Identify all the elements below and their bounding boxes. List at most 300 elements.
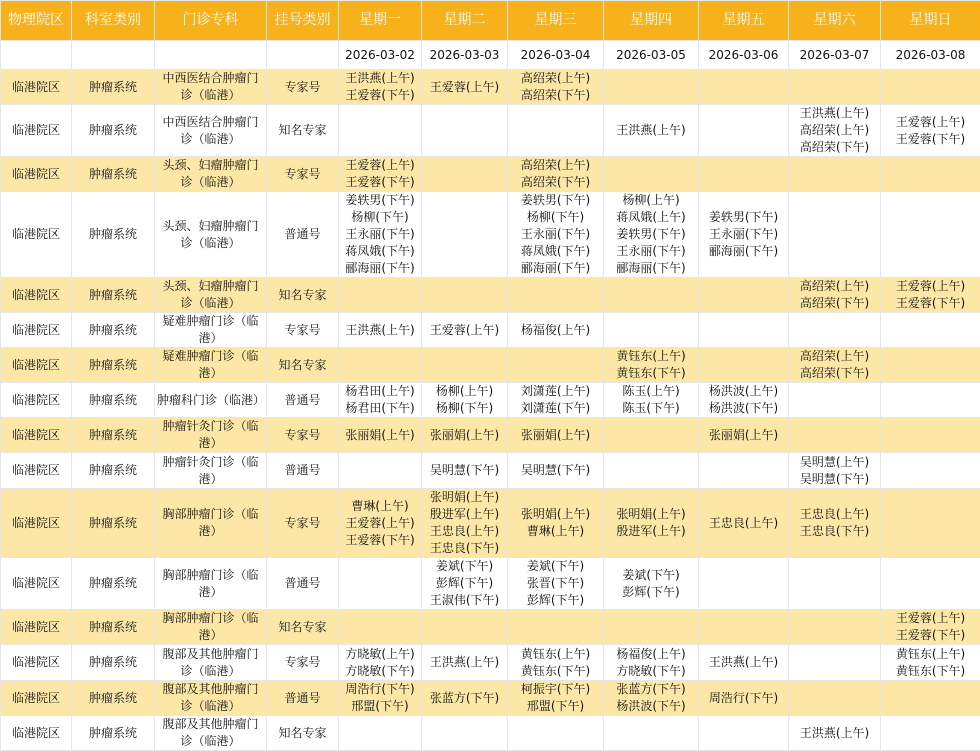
specialty-cell: 中西医结合肿瘤门诊（临港） [155,105,267,157]
doctor-slot: 王爱蓉(下午) [883,627,978,644]
day-cell [508,383,604,418]
registration-type-cell: 普通号 [267,681,339,716]
doctor-slot: 姜斌(下午) [606,567,696,584]
category-cell: 肿瘤系统 [72,105,155,157]
day-cell [422,105,508,157]
specialty-cell: 疑难肿瘤门诊（临港） [155,313,267,348]
doctor-slot: 王永丽(下午) [341,226,419,243]
specialty-cell: 头颈、妇瘤肿瘤门诊（临港） [155,192,267,278]
doctor-slot: 高绍荣(上午) [791,348,878,365]
doctor-slot: 陈玉(下午) [606,400,696,417]
table-row [1,348,980,383]
day-cell [789,278,881,313]
campus-cell: 临港院区 [1,645,72,681]
registration-type-cell: 知名专家 [267,348,339,383]
table-row [1,313,980,348]
header-thursday: 星期四 [604,1,699,41]
doctor-slot: 邢盟(下午) [341,698,419,715]
doctor-slot: 王永丽(下午) [606,243,696,260]
day-cell [339,681,422,716]
doctor-slot: 陈玉(上午) [606,383,696,400]
day-cell [604,418,699,453]
specialty-cell: 肿瘤科门诊（临港） [155,383,267,418]
day-cell [339,489,422,558]
doctor-slot: 杨柳(上午) [424,383,505,400]
doctor-slot: 黄钰东(上午) [606,348,696,365]
doctor-slot: 张蓝方(下午) [424,690,505,707]
doctor-slot: 周浩行(下午) [701,690,786,707]
category-cell: 肿瘤系统 [72,70,155,105]
day-cell [604,681,699,716]
day-cell [422,645,508,681]
table-row [1,383,980,418]
doctor-slot: 张丽娟(上午) [701,427,786,444]
day-cell [789,157,881,192]
doctor-slot: 姜轶男(下午) [341,192,419,209]
registration-type-cell: 专家号 [267,645,339,681]
doctor-slot: 杨福俊(上午) [606,646,696,663]
doctor-slot: 黄钰东(下午) [510,663,601,680]
day-cell [881,383,980,418]
doctor-slot: 王爱蓉(下午) [341,532,419,549]
header-tuesday: 星期二 [422,1,508,41]
campus-cell: 临港院区 [1,453,72,489]
category-cell: 肿瘤系统 [72,157,155,192]
day-cell [339,418,422,453]
campus-cell: 临港院区 [1,313,72,348]
doctor-slot: 王洪燕(上午) [341,322,419,339]
doctor-slot: 王爱蓉(上午) [883,114,978,131]
doctor-slot: 王淑伟(下午) [424,592,505,609]
doctor-slot: 张丽娟(上午) [510,427,601,444]
day-cell [422,348,508,383]
doctor-slot: 杨洪波(下午) [701,400,786,417]
day-cell [508,418,604,453]
day-cell [881,681,980,716]
day-cell [422,610,508,645]
doctor-slot: 彭辉(下午) [510,592,601,609]
doctor-slot: 王忠良(上午) [701,515,786,532]
day-cell [508,157,604,192]
campus-cell: 临港院区 [1,348,72,383]
doctor-slot: 姜轶男(下午) [701,209,786,226]
campus-cell: 临港院区 [1,70,72,105]
day-cell [604,610,699,645]
day-cell [699,105,789,157]
day-cell [604,278,699,313]
doctor-slot: 张丽娟(上午) [341,427,419,444]
doctor-slot: 王洪燕(上午) [606,122,696,139]
specialty-cell: 中西医结合肿瘤门诊（临港） [155,70,267,105]
doctor-slot: 王忠良(上午) [424,523,505,540]
doctor-slot: 王爱蓉(上午) [341,157,419,174]
day-cell [339,645,422,681]
day-cell [422,558,508,610]
doctor-slot: 杨洪波(下午) [606,698,696,715]
doctor-slot: 蒋凤娥(上午) [606,209,696,226]
table-row [1,610,980,645]
table-row [1,70,980,105]
table-row [1,157,980,192]
doctor-slot: 吴明慧(下午) [424,462,505,479]
day-cell [604,489,699,558]
day-cell [789,453,881,489]
day-cell [339,192,422,278]
table-row [1,453,980,489]
day-cell [339,348,422,383]
registration-type-cell: 专家号 [267,70,339,105]
specialty-cell: 头颈、妇瘤肿瘤门诊（临港） [155,157,267,192]
day-cell [604,348,699,383]
doctor-slot: 高绍荣(下午) [510,87,601,104]
doctor-slot: 黄钰东(下午) [606,365,696,382]
doctor-slot: 刘潇莲(上午) [510,383,601,400]
day-cell [604,716,699,751]
header-registration-type: 挂号类别 [267,1,339,41]
header-sunday: 星期日 [881,1,980,41]
category-cell: 肿瘤系统 [72,645,155,681]
registration-type-cell: 普通号 [267,383,339,418]
day-cell [604,157,699,192]
doctor-slot: 曹琳(上午) [341,498,419,515]
day-cell [789,645,881,681]
doctor-slot: 张明娟(上午) [510,506,601,523]
doctor-slot: 曹琳(上午) [510,523,601,540]
day-cell [699,418,789,453]
campus-cell: 临港院区 [1,610,72,645]
doctor-slot: 王忠良(下午) [791,523,878,540]
doctor-slot: 王洪燕(上午) [791,105,878,122]
doctor-slot: 郦海丽(下午) [341,260,419,277]
doctor-slot: 郦海丽(下午) [701,243,786,260]
specialty-cell: 胸部肿瘤门诊（临港） [155,489,267,558]
doctor-slot: 王爱蓉(上午) [883,278,978,295]
header-friday: 星期五 [699,1,789,41]
day-cell [789,489,881,558]
day-cell [422,716,508,751]
day-cell [422,418,508,453]
day-cell [699,383,789,418]
doctor-slot: 张丽娟(上午) [424,427,505,444]
doctor-slot: 张蓝方(下午) [606,681,696,698]
doctor-slot: 黄钰东(上午) [510,646,601,663]
category-cell: 肿瘤系统 [72,453,155,489]
day-cell [422,192,508,278]
campus-cell: 临港院区 [1,716,72,751]
day-cell [339,716,422,751]
day-cell [339,157,422,192]
doctor-slot: 邢盟(下午) [510,698,601,715]
doctor-slot: 高绍荣(下午) [510,174,601,191]
category-cell: 肿瘤系统 [72,313,155,348]
registration-type-cell: 专家号 [267,157,339,192]
doctor-slot: 黄钰东(下午) [883,663,978,680]
day-cell [508,278,604,313]
table-row [1,105,980,157]
day-cell [604,192,699,278]
day-cell [789,313,881,348]
day-cell [508,681,604,716]
date-cell: 2026-03-03 [422,41,508,70]
day-cell [789,716,881,751]
day-cell [881,453,980,489]
doctor-slot: 蒋凤娥(下午) [510,243,601,260]
doctor-slot: 王爱蓉(上午) [424,79,505,96]
day-cell [339,383,422,418]
doctor-slot: 杨福俊(上午) [510,322,601,339]
day-cell [339,610,422,645]
registration-type-cell: 知名专家 [267,610,339,645]
day-cell [699,348,789,383]
doctor-slot: 周浩行(下午) [341,681,419,698]
table-row [1,645,980,681]
day-cell [604,70,699,105]
campus-cell: 临港院区 [1,157,72,192]
doctor-slot: 蒋凤娥(下午) [341,243,419,260]
day-cell [422,681,508,716]
campus-cell: 临港院区 [1,418,72,453]
day-cell [881,716,980,751]
registration-type-cell: 专家号 [267,313,339,348]
doctor-slot: 王爱蓉(下午) [341,174,419,191]
header-category: 科室类别 [72,1,155,41]
doctor-slot: 郦海丽(下午) [510,260,601,277]
registration-type-cell: 知名专家 [267,105,339,157]
day-cell [881,489,980,558]
doctor-slot: 王爱蓉(下午) [341,87,419,104]
date-cell: 2026-03-02 [339,41,422,70]
doctor-slot: 张晋(下午) [510,575,601,592]
doctor-slot: 张明娟(上午) [424,489,505,506]
day-cell [699,313,789,348]
campus-cell: 临港院区 [1,105,72,157]
doctor-slot: 王洪燕(上午) [424,654,505,671]
category-cell: 肿瘤系统 [72,681,155,716]
day-cell [699,489,789,558]
day-cell [789,558,881,610]
registration-type-cell: 专家号 [267,489,339,558]
doctor-slot: 杨洪波(上午) [701,383,786,400]
day-cell [604,105,699,157]
date-spacer [72,41,155,70]
doctor-slot: 姜轶男(下午) [510,192,601,209]
specialty-cell: 腹部及其他肿瘤门诊（临港） [155,681,267,716]
campus-cell: 临港院区 [1,192,72,278]
doctor-slot: 杨柳(下午) [341,209,419,226]
doctor-slot: 高绍荣(上午) [510,70,601,87]
doctor-slot: 王洪燕(上午) [791,725,878,742]
doctor-slot: 王洪燕(上午) [341,70,419,87]
doctor-slot: 高绍荣(上午) [791,278,878,295]
day-cell [604,383,699,418]
day-cell [422,313,508,348]
day-cell [881,192,980,278]
doctor-slot: 王爱蓉(上午) [883,610,978,627]
campus-cell: 临港院区 [1,681,72,716]
day-cell [604,645,699,681]
day-cell [508,348,604,383]
day-cell [422,70,508,105]
date-cell: 2026-03-05 [604,41,699,70]
day-cell [339,70,422,105]
day-cell [422,278,508,313]
specialty-cell: 疑难肿瘤门诊（临港） [155,348,267,383]
day-cell [789,383,881,418]
doctor-slot: 张明娟(上午) [606,506,696,523]
registration-type-cell: 普通号 [267,558,339,610]
day-cell [339,278,422,313]
day-cell [789,418,881,453]
header-wednesday: 星期三 [508,1,604,41]
day-cell [508,453,604,489]
day-cell [699,610,789,645]
table-row [1,558,980,610]
day-cell [881,278,980,313]
category-cell: 肿瘤系统 [72,610,155,645]
campus-cell: 临港院区 [1,278,72,313]
doctor-slot: 方晓敏(下午) [341,663,419,680]
table-row [1,192,980,278]
day-cell [699,681,789,716]
doctor-slot: 郦海丽(下午) [606,260,696,277]
header-monday: 星期一 [339,1,422,41]
doctor-slot: 杨君田(上午) [341,383,419,400]
doctor-slot: 杨柳(下午) [424,400,505,417]
day-cell [508,313,604,348]
table-row [1,716,980,751]
date-row [1,41,980,70]
day-cell [789,70,881,105]
doctor-slot: 彭辉(下午) [606,584,696,601]
day-cell [508,558,604,610]
doctor-slot: 殷进军(上午) [424,506,505,523]
day-cell [422,489,508,558]
date-cell: 2026-03-07 [789,41,881,70]
doctor-slot: 姜轶男(下午) [606,226,696,243]
day-cell [699,70,789,105]
doctor-slot: 王爱蓉(下午) [883,131,978,148]
day-cell [508,70,604,105]
day-cell [789,610,881,645]
day-cell [881,70,980,105]
table-row [1,681,980,716]
category-cell: 肿瘤系统 [72,418,155,453]
registration-type-cell: 专家号 [267,418,339,453]
day-cell [508,610,604,645]
date-spacer [1,41,72,70]
day-cell [508,192,604,278]
doctor-slot: 刘潇莲(下午) [510,400,601,417]
day-cell [339,105,422,157]
doctor-slot: 姜斌(下午) [424,558,505,575]
registration-type-cell: 普通号 [267,192,339,278]
date-cell: 2026-03-06 [699,41,789,70]
day-cell [699,453,789,489]
day-cell [881,313,980,348]
day-cell [508,645,604,681]
doctor-slot: 王洪燕(上午) [701,654,786,671]
day-cell [881,157,980,192]
doctor-slot: 杨君田(下午) [341,400,419,417]
day-cell [604,558,699,610]
header-campus: 物理院区 [1,1,72,41]
day-cell [699,558,789,610]
doctor-slot: 方晓敏(下午) [606,663,696,680]
day-cell [339,453,422,489]
doctor-slot: 高绍荣(上午) [510,157,601,174]
day-cell [604,453,699,489]
doctor-slot: 方晓敏(上午) [341,646,419,663]
doctor-slot: 高绍荣(上午) [791,122,878,139]
day-cell [508,489,604,558]
specialty-cell: 腹部及其他肿瘤门诊（临港） [155,716,267,751]
specialty-cell: 胸部肿瘤门诊（临港） [155,558,267,610]
category-cell: 肿瘤系统 [72,716,155,751]
category-cell: 肿瘤系统 [72,348,155,383]
doctor-slot: 黄钰东(上午) [883,646,978,663]
doctor-slot: 王爱蓉(上午) [424,322,505,339]
day-cell [339,558,422,610]
date-spacer [155,41,267,70]
category-cell: 肿瘤系统 [72,558,155,610]
category-cell: 肿瘤系统 [72,383,155,418]
day-cell [881,558,980,610]
specialty-cell: 腹部及其他肿瘤门诊（临港） [155,645,267,681]
doctor-slot: 高绍荣(下午) [791,295,878,312]
day-cell [881,348,980,383]
day-cell [881,418,980,453]
doctor-slot: 杨柳(上午) [606,192,696,209]
campus-cell: 临港院区 [1,558,72,610]
header-saturday: 星期六 [789,1,881,41]
day-cell [789,348,881,383]
table-row [1,489,980,558]
header-row [1,1,980,41]
day-cell [699,278,789,313]
registration-type-cell: 知名专家 [267,716,339,751]
day-cell [699,192,789,278]
category-cell: 肿瘤系统 [72,192,155,278]
day-cell [789,192,881,278]
day-cell [881,610,980,645]
doctor-slot: 殷进军(上午) [606,523,696,540]
doctor-slot: 吴明慧(下午) [791,471,878,488]
campus-cell: 临港院区 [1,489,72,558]
day-cell [604,313,699,348]
specialty-cell: 肿瘤针灸门诊（临港） [155,418,267,453]
doctor-slot: 吴明慧(上午) [791,454,878,471]
day-cell [422,383,508,418]
campus-cell: 临港院区 [1,383,72,418]
table-row [1,278,980,313]
doctor-slot: 杨柳(下午) [510,209,601,226]
category-cell: 肿瘤系统 [72,278,155,313]
specialty-cell: 头颈、妇瘤肿瘤门诊（临港） [155,278,267,313]
doctor-slot: 姜斌(下午) [510,558,601,575]
doctor-slot: 彭辉(下午) [424,575,505,592]
category-cell: 肿瘤系统 [72,489,155,558]
table-row [1,418,980,453]
date-cell: 2026-03-04 [508,41,604,70]
doctor-slot: 王永丽(下午) [701,226,786,243]
doctor-slot: 王忠良(上午) [791,506,878,523]
day-cell [789,105,881,157]
registration-type-cell: 知名专家 [267,278,339,313]
date-spacer [267,41,339,70]
day-cell [339,313,422,348]
doctor-slot: 王永丽(下午) [510,226,601,243]
specialty-cell: 肿瘤针灸门诊（临港） [155,453,267,489]
